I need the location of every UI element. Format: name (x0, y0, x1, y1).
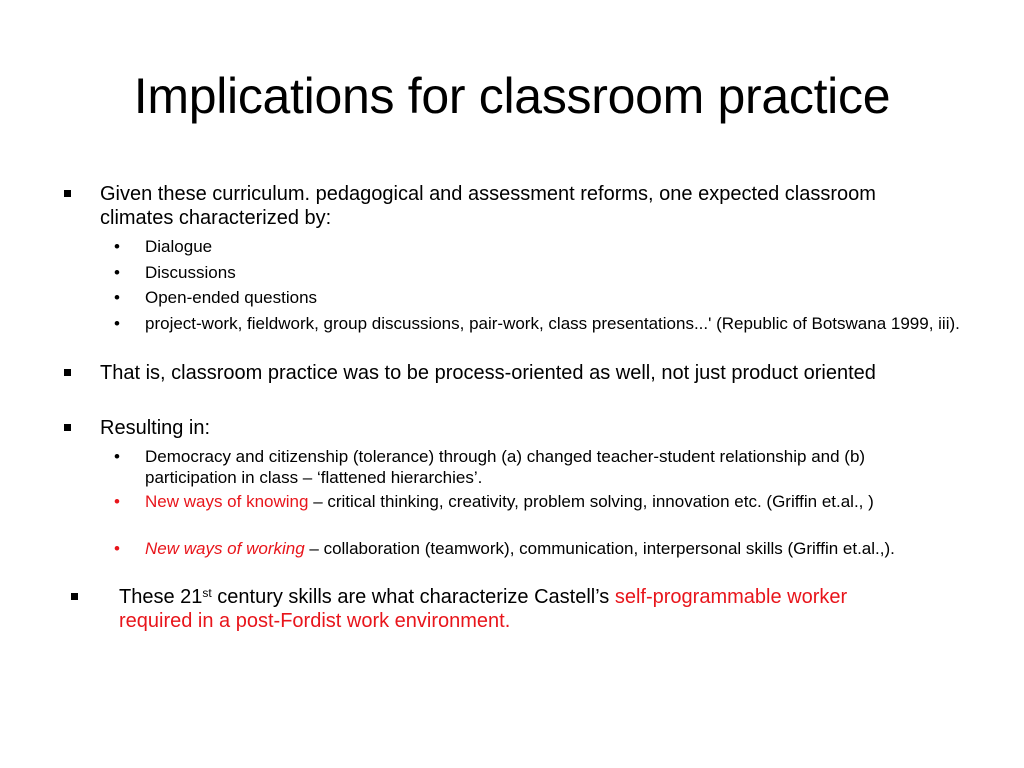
sub-bullet-text: Discussions (145, 263, 236, 282)
round-bullet-icon: • (114, 539, 120, 558)
round-bullet-icon: • (114, 314, 120, 333)
highlight-text: self-programmable worker required in a post-Fordist work environment. (119, 586, 848, 632)
superscript: st (202, 586, 212, 600)
square-bullet-icon (64, 190, 71, 197)
bullet-reforms (100, 182, 950, 230)
sub-bullet-project-work (114, 313, 960, 334)
sub-bullet-democracy (114, 446, 960, 488)
bullet-text: century skills are what characterize Castell’s (211, 586, 615, 608)
round-bullet-icon: • (114, 288, 120, 307)
sub-bullet-text: Democracy and citizenship (tolerance) through (a) changed teacher-student relationship and (b) participation in class – ‘flattened hierarchies’. (145, 447, 866, 487)
sub-bullet-text: – critical thinking, creativity, problem solving, innovation etc. (Griffin et.al., ) (308, 492, 874, 511)
round-bullet-icon: • (114, 263, 120, 282)
round-bullet-icon: • (114, 492, 120, 511)
bullet-process-oriented (100, 361, 950, 385)
sub-bullet-ways-of-knowing (114, 491, 960, 512)
bullet-text: That is, classroom practice was to be process-oriented as well, not just product oriented (100, 362, 876, 384)
bullet-text: Given these curriculum. pedagogical and assessment reforms, one expected classroom climates characterized by: (100, 183, 876, 229)
highlight-text: New ways of knowing (145, 492, 309, 511)
bullet-resulting-in (100, 416, 950, 440)
round-bullet-icon: • (114, 447, 120, 466)
square-bullet-icon (64, 424, 71, 431)
sub-bullet-dialogue (114, 236, 960, 257)
bullet-21st-century-skills (119, 585, 919, 633)
sub-bullet-text: Open-ended questions (145, 288, 318, 307)
sub-bullet-discussions (114, 262, 960, 283)
highlight-text: New ways of working (145, 539, 305, 558)
sub-bullet-text: – collaboration (teamwork), communication, interpersonal skills (Griffin et.al.,). (304, 539, 895, 558)
bullet-text: These 21 (119, 586, 203, 608)
sub-bullet-text: project-work, fieldwork, group discussions, pair-work, class presentations...' (Republic of Botswana 1999, iii). (145, 314, 960, 333)
slide-title: Implications for classroom practice (133, 68, 891, 124)
sub-bullet-open-ended (114, 287, 960, 308)
round-bullet-icon: • (114, 237, 120, 256)
bullet-text: Resulting in: (100, 417, 211, 439)
sub-bullet-text: Dialogue (145, 237, 213, 256)
square-bullet-icon (71, 593, 78, 600)
sub-bullet-ways-of-working (114, 538, 960, 559)
square-bullet-icon (64, 369, 71, 376)
